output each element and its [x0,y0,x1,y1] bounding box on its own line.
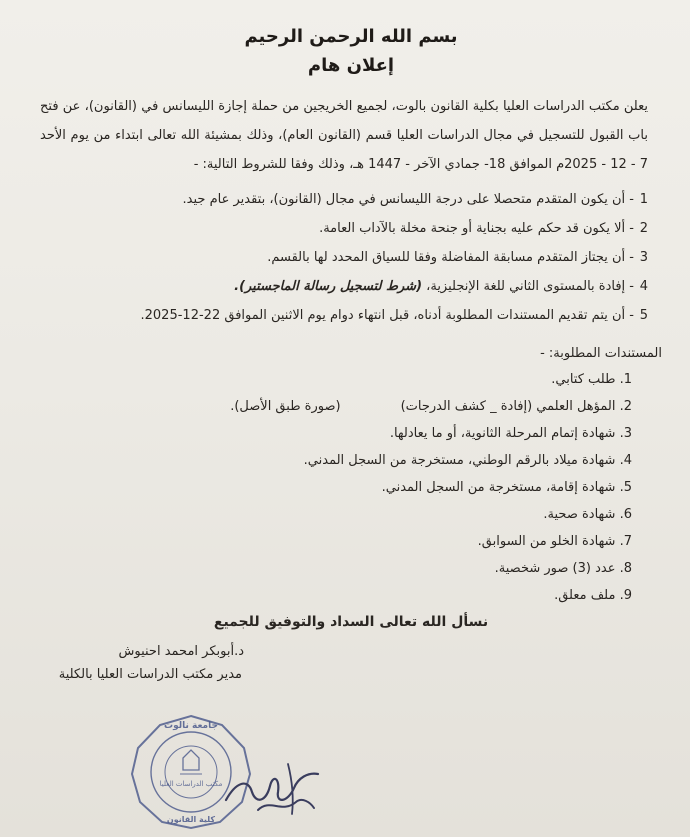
document-item: 2. المؤهل العلمي (إفادة _ كشف الدرجات)(صورة طبق الأصل). [230,399,632,414]
announcement-title: إعلان هام [307,55,395,76]
document-item: 9. ملف معلق. [554,588,632,603]
condition-item: 2- ألا يكون قد حكم عليه بجناية أو جنحة مخلة بالآداب العامة. [319,221,648,236]
stamp-top-text: جامعة نالوت [164,721,218,731]
document-item: 4. شهادة ميلاد بالرقم الوطني، مستخرجة من السجل المدني. [303,453,632,468]
document-item: 6. شهادة صحية. [543,507,632,522]
documents-heading: المستندات المطلوبة: - [540,346,662,361]
handwritten-signature [218,752,328,822]
signer-title: مدير مكتب الدراسات العليا بالكلية [58,667,242,682]
document-item: 8. عدد (3) صور شخصية. [494,561,632,576]
announcement [40,22,662,682]
document-item: 3. شهادة إتمام المرحلة الثانوية، أو ما يعادلها. [389,426,632,441]
stamp-bottom-text: كلية القانون [166,815,216,824]
condition-emphasis: (شرط لتسجيل رسالة الماجستير). [234,279,423,294]
document-item: 7. شهادة الخلو من السوابق. [477,534,632,549]
documents-list [40,371,662,604]
intro-paragraph: يعلن مكتب الدراسات العليا بكلية القانون بالوت، لجميع الخريجين من حملة إجازة الليسانس في (القانون)، عن فتح باب القبول للتسجيل في مجال الدراسات العليا قسم (القانون العام)، وذلك بمشيئة الله تعالى ابتداء من يوم الأحد 7 - 12 - 2025م الموافق 18- جمادي الآخر - 1447 هـ، وذلك وفقا للشروط التالية: - [40,99,648,172]
condition-item: 3- أن يجتاز المتقدم مسابقة المفاضلة وفقا للسياق المحدد لها بالقسم. [267,250,648,265]
basmala: بسم الله الرحمن الرحيم [244,26,458,47]
document-note: (صورة طبق الأصل). [230,399,341,414]
document-item: 5. شهادة إقامة، مستخرجة من السجل المدني. [381,480,632,495]
stamp-center-text: مكتب الدراسات العليا [159,780,223,788]
signer-name: د.أبوبكر امحمد احنيوش [118,644,244,659]
document-item: 1. طلب كتابي. [551,372,632,387]
closing-line: نسأل الله تعالى السداد والتوفيق للجميع [213,614,489,630]
conditions-list [40,191,648,324]
condition-item: 1- أن يكون المتقدم متحصلا على درجة الليسانس في مجال (القانون)، بتقدير عام جيد. [182,192,648,207]
condition-item: 4- إفادة بالمستوى الثاني للغة الإنجليزية، (شرط لتسجيل رسالة الماجستير). [234,279,648,294]
condition-item: 5- أن يتم تقديم المستندات المطلوبة أدناه، قبل انتهاء دوام يوم الاثنين الموافق 22-12-2025. [140,308,648,323]
